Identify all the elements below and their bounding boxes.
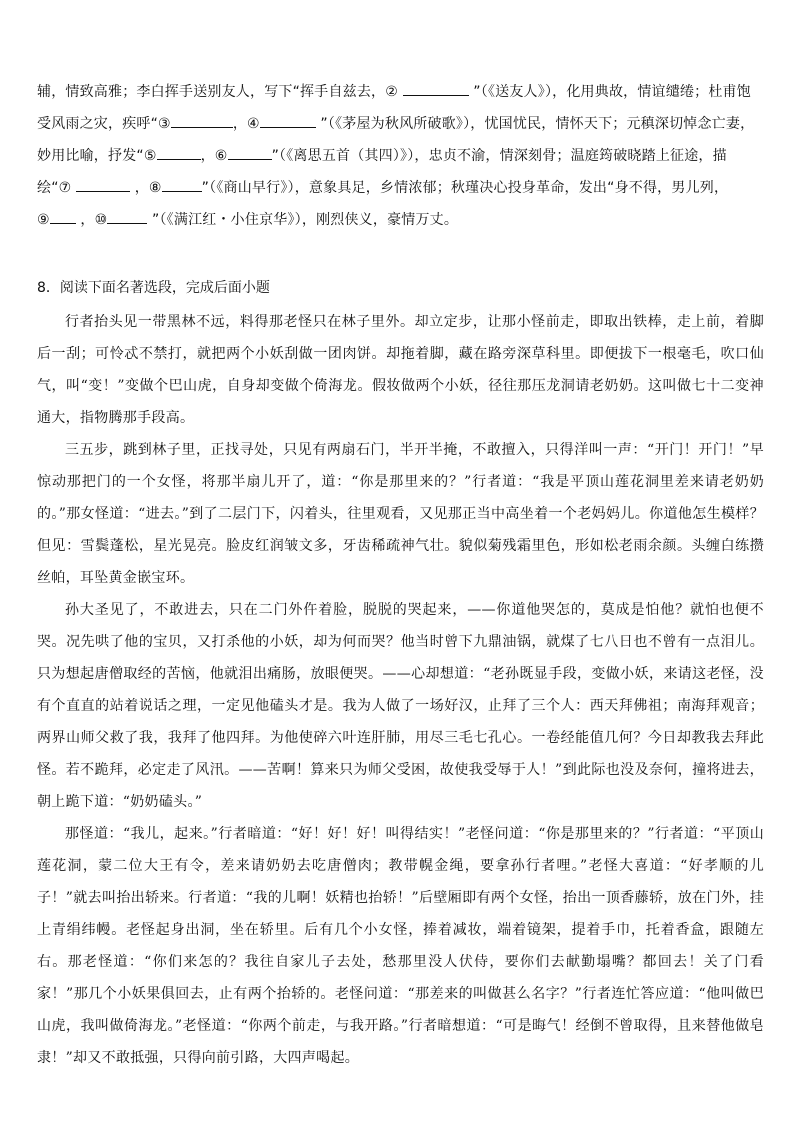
blank-5[interactable] — [157, 143, 201, 160]
text-segment: 辅，情致高雅；李白挥手送别友人，写下“挥手自兹去，② — [37, 84, 403, 100]
text-segment: ”（《茅屋为秋风所破歌》），忧国忧民，情怀天下；元稹深切悼念亡妻， — [315, 116, 755, 132]
blank-7[interactable] — [76, 175, 130, 192]
text-line — [37, 140, 764, 172]
passage-paragraph: 行者抬头见一带黑林不远，料得那老怪只在林子里外。却立定步，让那小怪前走，即取出铁棒，走上前，着脚后一刮；可怜忒不禁打，就把两个小妖刮做一团肉饼。却拖着脚，藏在路旁深草科里。即便拔下一根毫毛，吹口仙气，叫“变！”变做个巴山虎，自身却变做个倚海龙。假妆做两个小妖，径往那压龙洞请老奶奶。这叫做七十二变神通大，指物腾那手段高。 — [37, 314, 764, 426]
passage-paragraph: 三五步，跳到林子里，正找寻处，只见有两扇石门，半开半掩，不敢擅入，只得洋叫一声：“开门！开门！”早惊动那把门的一个女怪，将那半扇儿开了，道：“你是那里来的？”行者道：“我是平顶山莲花洞里差来请老奶奶的。”那女怪道：“进去。”到了二层门下，闪着头，往里观看，又见那正当中高坐着一个老妈妈儿。你道他怎生模样？但见：雪鬓蓬松，星光晃亮。脸皮红润皱文多，牙齿稀疏神气壮。貌似菊残霜里色，形如松老雨余颜。头缠白练攒丝帕，耳坠黄金嵌宝环。 — [37, 442, 764, 586]
text-segment: 妙用比喻，抒发“⑤ — [37, 148, 157, 164]
blank-2[interactable] — [403, 79, 469, 96]
blank-10[interactable] — [107, 207, 147, 224]
document-page — [37, 76, 764, 1074]
text-segment: 受风雨之灾，疾呼“③ — [37, 116, 171, 132]
text-segment: 绘“⑦ — [37, 180, 77, 196]
text-segment: ”（《商山早行》），意象具足，乡情浓郁；秋瑾决心投身革命，发出“身不得，男儿列， — [201, 180, 729, 196]
text-line — [37, 204, 764, 236]
text-line — [37, 76, 764, 108]
question-title: 8．阅读下面名著选段，完成后面小题 — [37, 280, 270, 296]
poetry-fill-in-section — [37, 76, 764, 236]
blank-6[interactable] — [228, 143, 272, 160]
text-segment: ”（《离思五首（其四）》），忠贞不渝，情深刻骨；温庭筠破晓踏上征途，描 — [271, 148, 727, 164]
text-line — [37, 108, 764, 140]
passage-paragraph: 那怪道：“我儿，起来。”行者暗道：“好！好！好！叫得结实！”老怪问道：“你是那里来的？”行者道：“平顶山莲花洞，蒙二位大王有令，差来请奶奶去吃唐僧肉；教带幌金绳，要拿孙行者哩。”老怪大喜道：“好孝顺的儿子！”就去叫抬出轿来。行者道：“我的儿啊！妖精也抬轿！”后壁厢即有两个女怪，抬出一顶香藤轿，放在门外，挂上青绢纬幔。老怪起身出洞，坐在轿里。后有几个小女怪，捧着减妆，端着镜架，提着手巾，托着香盒，跟随左右。那老怪道：“你们来怎的？我往自家儿子去处，愁那里没人伏侍，要你们去献勤塌嘴？都回去！关了门看家！”那几个小妖果俱回去，止有两个抬轿的。老怪问道：“那差来的叫做甚么名字？”行者连忙答应道：“他叫做巴山虎，我叫做倚海龙。”老怪道：“你两个前走，与我开路。”行者暗想道：“可是晦气！经倒不曾取得，且来替他做皂隶！”却又不敢抵强，只得向前引路，大四声喝起。 — [37, 826, 764, 1066]
text-segment: ，④ — [232, 116, 260, 132]
text-segment: ⑨ — [37, 212, 50, 228]
text-segment: ”（《送友人》），化用典故，情谊缱绻；杜甫饱 — [468, 84, 751, 100]
passage-paragraph: 孙大圣见了，不敢进去，只在二门外仵着脸，脱脱的哭起来，——你道他哭怎的，莫成是怕他？就怕也便不哭。况先哄了他的宝贝，又打杀他的小妖，却为何而哭？他当时曾下九鼎油锅，就煤了七八日也不曾有一点泪儿。只为想起唐僧取经的苦恼，他就泪出痛肠，放眼便哭。——心却想道：“老孙既显手段，变做小妖，来请这老怪，没有个直直的站着说话之理，一定见他磕头才是。我为人做了一场好汉，止拜了三个人：西天拜佛祖；南海拜观音；两界山师父救了我，我拜了他四拜。为他使碎六叶连肝肺，用尽三毛七孔心。一卷经能值几何？今日却教我去拜此怪。若不跪拜，必定走了风汛。——苦啊！算来只为师父受困，故使我受辱于人！”到此际也没及奈何，撞将进去，朝上跪下道：“奶奶磕头。” — [37, 602, 764, 810]
blank-9[interactable] — [50, 207, 76, 224]
text-segment: ，⑩ — [75, 212, 108, 228]
text-segment: ，⑧ — [130, 180, 162, 196]
text-line — [37, 172, 764, 204]
reading-passage — [37, 306, 764, 1074]
blank-3[interactable] — [171, 111, 233, 128]
blank-8[interactable] — [162, 175, 202, 192]
text-segment: ，⑥ — [200, 148, 228, 164]
blank-4[interactable] — [260, 111, 316, 128]
text-segment: ”（《满江红・小住京华》），刚烈侠义，豪情万丈。 — [147, 212, 459, 228]
